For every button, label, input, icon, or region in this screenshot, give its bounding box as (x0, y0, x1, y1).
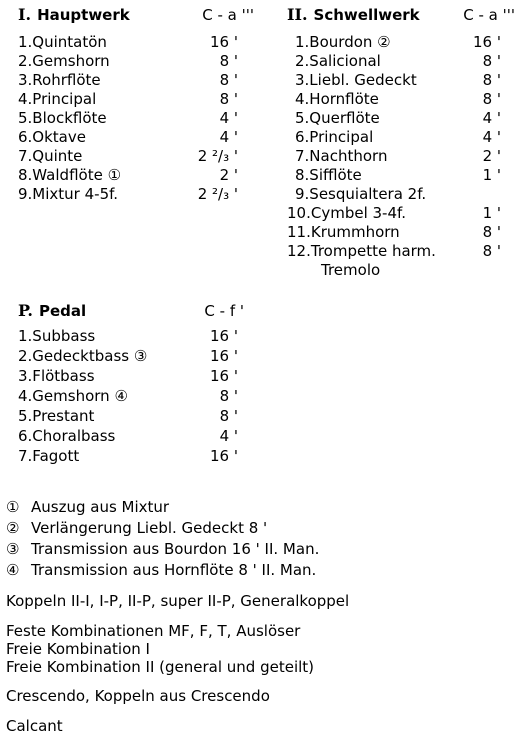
stop-extra: Tremolo (321, 261, 381, 279)
stop-row (18, 346, 238, 366)
footnotes (6, 497, 319, 581)
division-pedal (18, 301, 244, 471)
stop-name: 3.Rohrflöte (18, 71, 101, 89)
stop-footage: 8 ' (482, 242, 501, 260)
combination-line: Feste Kombinationen MF, F, T, Auslöser (6, 622, 301, 640)
stop-name: 1.Quintatön (18, 33, 107, 51)
stop-row (18, 128, 238, 147)
footnote (6, 560, 319, 581)
stop-footage: 16 ' (473, 33, 501, 51)
stop-name: 6.Principal (295, 128, 374, 146)
stop-row (287, 242, 501, 261)
division-range: C - a ''' (202, 6, 254, 24)
stop-name: 7.Nachthorn (295, 147, 388, 165)
division-title (287, 5, 420, 25)
division-numeral: P. (18, 301, 33, 320)
stop-footage: 2 ' (219, 166, 238, 184)
stop-footage: 8 ' (482, 90, 501, 108)
stop-name: 3.Liebl. Gedeckt (295, 71, 417, 89)
footnote-mark: ④ (6, 561, 20, 579)
stop-row (18, 109, 238, 128)
stop-footage: 8 ' (219, 90, 238, 108)
stop-list (18, 326, 238, 466)
stop-row (18, 33, 238, 52)
stop-row (287, 109, 501, 128)
stop-footage: 16 ' (210, 33, 238, 51)
stop-name: 2.Gemshorn (18, 52, 110, 70)
division-header (287, 5, 515, 25)
footnote-text: Auszug aus Mixtur (31, 498, 170, 516)
footnote-mark: ① (6, 498, 20, 516)
stop-row (287, 261, 501, 280)
stop-footage: 2 ²/₃ ' (197, 185, 238, 203)
stop-footage: 4 ' (219, 128, 238, 146)
calcant-line: Calcant (6, 717, 63, 735)
couplers-line: Koppeln II-I, I-P, II-P, super II-P, Generalkoppel (6, 592, 350, 610)
stop-footage: 16 ' (210, 367, 238, 385)
stop-footage: 8 ' (219, 387, 238, 405)
combination-line: Freie Kombination II (general und geteilt) (6, 658, 315, 676)
stop-name: 5.Querflöte (295, 109, 380, 127)
stop-row (287, 90, 501, 109)
stop-footage: 8 ' (482, 52, 501, 70)
stop-name: 10.Cymbel 3-4f. (287, 204, 406, 222)
division-name: Pedal (38, 302, 87, 320)
division-range: C - f ' (204, 302, 244, 320)
stop-footage: 2 ' (482, 147, 501, 165)
stop-footage: 1 ' (482, 204, 501, 222)
stop-name: 9.Mixtur 4-5f. (18, 185, 119, 203)
stop-list (287, 33, 501, 280)
stop-footage: 4 ' (482, 128, 501, 146)
stop-name: 12.Trompette harm. (287, 242, 436, 260)
stop-row (287, 185, 501, 204)
stop-row (18, 426, 238, 446)
division-header (18, 301, 244, 321)
footnote-text: Transmission aus Bourdon 16 ' II. Man. (31, 540, 320, 558)
stop-name: 2.Gedecktbass ③ (18, 347, 148, 365)
stop-footage: 16 ' (210, 347, 238, 365)
footnote (6, 518, 319, 539)
footnote-mark: ③ (6, 540, 20, 558)
stop-name: 5.Prestant (18, 407, 95, 425)
division-schwellwerk (287, 5, 515, 285)
division-name: Hauptwerk (37, 6, 130, 24)
footnote-mark: ② (6, 519, 20, 537)
stop-footage: 16 ' (210, 447, 238, 465)
stop-name: 3.Flötbass (18, 367, 95, 385)
stop-name: 5.Blockflöte (18, 109, 107, 127)
stop-name: 7.Quinte (18, 147, 83, 165)
stop-footage: 4 ' (482, 109, 501, 127)
stop-name: 11.Krummhorn (287, 223, 400, 241)
stop-footage: 2 ²/₃ ' (197, 147, 238, 165)
stop-footage: 1 ' (482, 166, 501, 184)
stop-footage: 8 ' (482, 71, 501, 89)
stop-name: 4.Gemshorn ④ (18, 387, 128, 405)
division-hauptwerk (18, 5, 254, 205)
stop-row (287, 52, 501, 71)
stop-row (287, 223, 501, 242)
stop-footage: 8 ' (219, 71, 238, 89)
stop-name: 6.Choralbass (18, 427, 116, 445)
stop-row (18, 386, 238, 406)
stop-name: 4.Principal (18, 90, 97, 108)
stop-row (18, 166, 238, 185)
division-name: Schwellwerk (313, 6, 420, 24)
stop-row (18, 52, 238, 71)
stop-list (18, 33, 238, 204)
stop-row (18, 326, 238, 346)
stop-name: 9.Sesquialtera 2f. (295, 185, 427, 203)
division-title (18, 301, 86, 321)
stop-row (18, 446, 238, 466)
stop-footage: 8 ' (482, 223, 501, 241)
stop-row (287, 71, 501, 90)
combination-line: Freie Kombination I (6, 640, 150, 658)
stop-name: 1.Subbass (18, 327, 96, 345)
division-title (18, 5, 130, 25)
division-numeral: I. (18, 5, 32, 24)
stop-name: 8.Waldflöte ① (18, 166, 122, 184)
stop-footage: 16 ' (210, 327, 238, 345)
footnote (6, 497, 319, 518)
stop-footage: 4 ' (219, 427, 238, 445)
crescendo-line: Crescendo, Koppeln aus Crescendo (6, 687, 270, 705)
stop-name: 6.Oktave (18, 128, 86, 146)
division-header (18, 5, 254, 25)
stop-name: 1.Bourdon ② (295, 33, 391, 51)
stop-row (18, 366, 238, 386)
stop-row (18, 406, 238, 426)
stop-row (287, 204, 501, 223)
stop-name: 2.Salicional (295, 52, 381, 70)
stop-row (287, 128, 501, 147)
stop-footage: 8 ' (219, 52, 238, 70)
stop-footage: 4 ' (219, 109, 238, 127)
stop-row (287, 33, 501, 52)
stop-row (287, 166, 501, 185)
stop-row (18, 147, 238, 166)
footnote (6, 539, 319, 560)
stop-row (18, 71, 238, 90)
stop-name: 4.Hornflöte (295, 90, 379, 108)
stop-name: 8.Sifflöte (295, 166, 362, 184)
stop-name: 7.Fagott (18, 447, 80, 465)
division-range: C - a ''' (463, 6, 515, 24)
footnote-text: Transmission aus Hornflöte 8 ' II. Man. (31, 561, 317, 579)
division-numeral: II. (287, 5, 308, 24)
stop-footage: 8 ' (219, 407, 238, 425)
footnote-text: Verlängerung Liebl. Gedeckt 8 ' (31, 519, 268, 537)
stop-row (18, 90, 238, 109)
stop-row (287, 147, 501, 166)
stop-row (18, 185, 238, 204)
